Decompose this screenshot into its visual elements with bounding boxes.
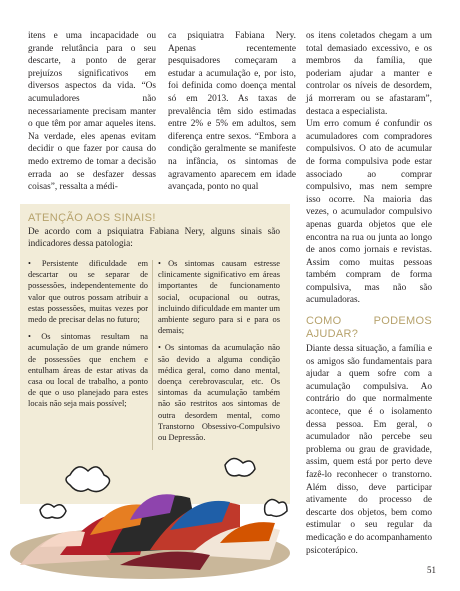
- bullet-list-left: [28, 258, 148, 416]
- bullet-item: • Persistente dificuldade em descartar ou se separar de possessões, independentemente do valor que outros possam atribuir a estas possessões, muitas vezes por medo de precisar delas no futuro;: [28, 259, 148, 325]
- dust-cloud: [225, 458, 255, 476]
- column-divider: [152, 260, 153, 450]
- bullet-list-right: [158, 258, 280, 449]
- bullet-item: • Os sintomas causam estresse clinicamente significativo em áreas importantes de funcionamento social, ocupacional ou outras, incluindo dificuldade em manter um ambiente seguro para si e para os demais;: [158, 259, 280, 336]
- body-paragraph: os itens coletados chegam a um total demasiado excessivo, e os membros da família, que poderiam ajudar a manter e controlar os níveis de desordem, já morreram ou se afastaram”, destaca a especialista.: [306, 31, 432, 117]
- text-column-right: [306, 30, 432, 557]
- body-paragraph: Um erro comum é confundir os acumuladores com compradores compulsivos. O ato de acumular de forma compulsiva pode estar associado ao comprar compulsivo, mas nem sempre isso ocorre. Na maioria das vezes, o acumulador compulsivo apenas guarda objetos que ele encontra na rua ou junta ao longo de anos como jornais e revistas. Assim como muitas pessoas também compram de forma compulsiva, mas não são acumuladoras.: [306, 119, 432, 306]
- text-column-left: [28, 30, 156, 194]
- dust-cloud: [40, 504, 66, 518]
- sidebar-box-title: ATENÇÃO AOS SINAIS!: [28, 212, 156, 224]
- section-heading: COMO PODEMOS AJUDAR?: [306, 315, 432, 341]
- body-paragraph: ca psiquiatra Fabiana Nery. Apenas recentemente pesquisadores começaram a estudar a acumulação e, por isto, foi definida como doença mental só em 2013. As taxas de prevalência têm sido estimadas entre 2% e 5% em adultos, sem diferença entre sexos. “Embora a condição geralmente se manifeste na infância, os sintomas de agravamento aparecem em idade avançada, ponto no qual: [168, 31, 296, 193]
- dust-cloud: [265, 499, 287, 516]
- text-column-middle: [168, 30, 296, 194]
- bullet-item: • Os sintomas da acumulação não são devido a alguma condição médica geral, como dano mental, doença cerebrovascular, etc. Os sintomas da acumulação também não são restritos aos sintomas de outra desordem mental, como Transtorno Obsessivo-Compulsivo ou Depressão.: [158, 343, 280, 443]
- bullet-item: • Os sintomas resultam na acumulação de um grande número de possessões que enchem e entulham áreas de estar ativas da casa ou local de trabalho, a ponto de que o uso planejado para estes locais não seja mais possível;: [28, 332, 148, 409]
- page-number: 51: [427, 565, 436, 575]
- body-paragraph: Diante dessa situação, a família e os amigos são fundamentais para ajudar a quem sofre com a acumulação compulsiva. Ao contrário do que normalmente acontece, que é o isolamento dessa pessoa. Em geral, o acumulador não percebe seu problema ou grau de gravidade, assim, quem está por perto deve fazê-lo reconhecer o transtorno. Além disso, deve participar ativamente do processo de descarte dos objetos, bem como estimular o seu regular da medicação e do acompanhamento psicoterápico.: [306, 344, 432, 556]
- sidebar-box-intro: De acordo com a psiquiatra Fabiana Nery, alguns sinais são indicadores dessa patologia:: [28, 227, 280, 250]
- body-paragraph: itens e uma incapacidade ou grande relutância para o seu descarte, a ponto de gerar prejuízos significativos em diversos aspectos da vida. “Os acumuladores não necessariamente precisam manter o que têm por amar aqueles itens. Na verdade, eles apenas evitam decidir o que fazer por causa do medo extremo de tomar a decisão errada ao se desfazer dessas coisas”, ressalta a médi-: [28, 31, 156, 193]
- shoe-pile-illustration: [0, 435, 300, 580]
- dust-cloud: [66, 467, 110, 492]
